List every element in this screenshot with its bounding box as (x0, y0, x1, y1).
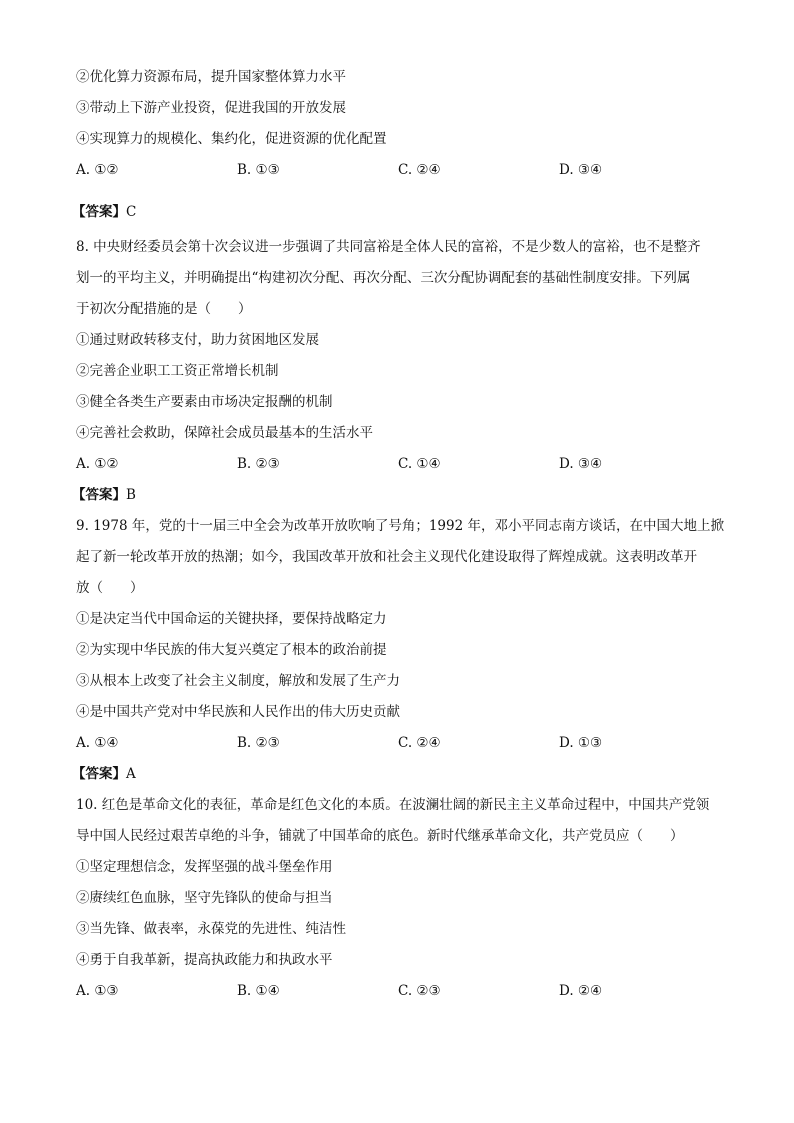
q9-stem-line-3: 放（ ） (76, 580, 144, 596)
q7-answer-value: C (126, 204, 137, 220)
q7-choice-a: A. ①② (76, 162, 119, 178)
q8-choice-b: B. ②③ (237, 456, 280, 472)
q9-choices (76, 728, 736, 759)
q9-choice-a: A. ①④ (76, 735, 119, 751)
q9-option-1: ①是决定当代中国命运的关键抉择，要保持战略定力 (76, 611, 387, 627)
q10-choice-c: C. ②③ (398, 983, 441, 999)
q7-option-3: ③带动上下游产业投资，促进我国的开放发展 (76, 100, 346, 116)
q10-choice-a: A. ①③ (76, 983, 119, 999)
q8-choice-c: C. ①④ (398, 456, 441, 472)
exam-page (72, 62, 736, 1007)
q10-option-3: ③当先锋、做表率，永葆党的先进性、纯洁性 (76, 921, 346, 937)
question-8 (72, 232, 736, 511)
q9-answer-tag: 【答案】 (72, 766, 126, 782)
q10-stem-line-2: 导中国人民经过艰苦卓绝的斗争，铺就了中国革命的底色。新时代继承革命文化，共产党员应（ ） (76, 828, 684, 844)
q9-answer-value: A (126, 766, 136, 782)
q8-option-1: ①通过财政转移支付，助力贫困地区发展 (76, 332, 319, 348)
q7-choice-b: B. ①③ (237, 162, 280, 178)
q9-answer (72, 759, 736, 790)
q7-option-2: ②优化算力资源布局，提升国家整体算力水平 (76, 69, 346, 85)
q8-option-2: ②完善企业职工工资正常增长机制 (76, 363, 279, 379)
question-9 (72, 511, 736, 790)
q8-option-3: ③健全各类生产要素由市场决定报酬的机制 (76, 394, 333, 410)
q10-option-1: ①坚定理想信念，发挥坚强的战斗堡垒作用 (76, 859, 333, 875)
q8-stem-line-2: 划一的平均主义，并明确提出“构建初次分配、再次分配、三次分配协调配套的基础性制度安排。下列属 (76, 270, 691, 286)
q10-option-2: ②赓续红色血脉，坚守先锋队的使命与担当 (76, 890, 333, 906)
q10-choices (76, 976, 736, 1007)
q7-answer-tag: 【答案】 (72, 204, 126, 220)
q8-option-4: ④完善社会救助，保障社会成员最基本的生活水平 (76, 425, 373, 441)
question-7 (72, 62, 736, 228)
q8-choice-a: A. ①② (76, 456, 119, 472)
q7-choice-c: C. ②④ (398, 162, 441, 178)
q8-stem-line-3: 于初次分配措施的是（ ） (76, 301, 252, 317)
q9-stem-line-1: 9. 1978 年，党的十一届三中全会为改革开放吹响了号角；1992 年，邓小平同志南方谈话，在中国大地上掀 (76, 518, 724, 534)
q9-option-3: ③从根本上改变了社会主义制度，解放和发展了生产力 (76, 673, 400, 689)
q9-option-4: ④是中国共产党对中华民族和人民作出的伟大历史贡献 (76, 704, 400, 720)
q9-choice-b: B. ②③ (237, 735, 280, 751)
q9-stem-line-2: 起了新一轮改革开放的热潮；如今，我国改革开放和社会主义现代化建设取得了辉煌成就。这表明改革开 (76, 549, 697, 565)
q8-answer-value: B (126, 487, 136, 503)
q8-choice-d: D. ③④ (559, 456, 603, 472)
q10-option-4: ④勇于自我革新，提高执政能力和执政水平 (76, 952, 333, 968)
q7-option-4: ④实现算力的规模化、集约化，促进资源的优化配置 (76, 131, 387, 147)
q10-choice-d: D. ②④ (559, 983, 603, 999)
q7-choices (76, 155, 736, 186)
q9-choice-c: C. ②④ (398, 735, 441, 751)
q8-answer (72, 480, 736, 511)
q9-option-2: ②为实现中华民族的伟大复兴奠定了根本的政治前提 (76, 642, 387, 658)
q10-stem-line-1: 10. 红色是革命文化的表征，革命是红色文化的本质。在波澜壮阔的新民主主义革命过程中，中国共产党领 (76, 797, 710, 813)
q8-answer-tag: 【答案】 (72, 487, 126, 503)
q9-choice-d: D. ①③ (559, 735, 603, 751)
q10-choice-b: B. ①④ (237, 983, 280, 999)
q7-choice-d: D. ③④ (559, 162, 603, 178)
q8-stem-line-1: 8. 中央财经委员会第十次会议进一步强调了共同富裕是全体人民的富裕，不是少数人的富裕，也不是整齐 (76, 239, 701, 255)
q7-answer (72, 197, 736, 228)
q8-choices (76, 449, 736, 480)
question-10 (76, 790, 736, 1007)
